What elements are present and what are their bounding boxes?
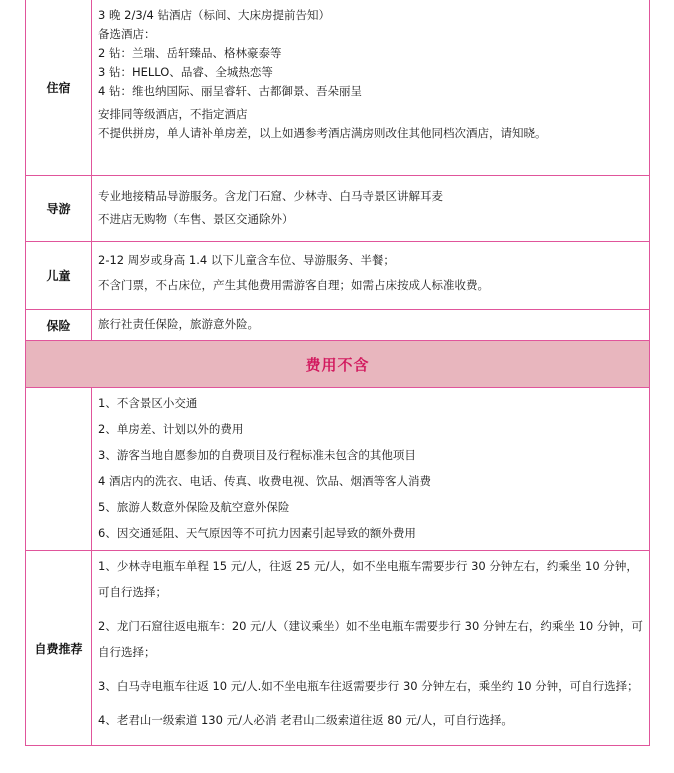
children-content [92, 242, 649, 309]
accommodation-line: 安排同等级酒店，不指定酒店 [98, 107, 248, 121]
guide-line: 不进店无购物（车售、景区交通除外） [98, 212, 294, 226]
accommodation-line: 3 晚 2/3/4 钻酒店（标间、大床房提前告知） [98, 8, 330, 22]
row-accommodation [26, 0, 649, 175]
excluded-item: 6、因交通延阻、天气原因等不可抗力因素引起导致的额外费用 [98, 526, 416, 540]
excluded-item: 3、游客当地自愿参加的自费项目及行程标准未包含的其他项目 [98, 448, 416, 462]
accommodation-line: 3 钻：HELLO、品睿、全城热恋等 [98, 65, 273, 79]
optional-label: 自费推荐 [26, 551, 92, 745]
excluded-item: 4 酒店内的洗衣、电话、传真、收费电视、饮品、烟酒等客人消费 [98, 474, 431, 488]
row-insurance [26, 309, 649, 340]
row-children [26, 241, 649, 309]
insurance-content [92, 310, 649, 340]
excluded-item: 1、不含景区小交通 [98, 396, 198, 410]
optional-item: 1、少林寺电瓶车单程 15 元/人，往返 25 元/人，如不坐电瓶车需要步行 30 分钟左右，约乘坐 10 分钟，可自行选择； [98, 559, 638, 599]
excluded-section-header: 费用不含 [26, 340, 649, 387]
excluded-item: 2、单房差、计划以外的费用 [98, 422, 244, 436]
children-line: 2-12 周岁或身高 1.4 以下儿童含车位、导游服务、半餐； [98, 253, 395, 267]
optional-item: 3、白马寺电瓶车往返 10 元/人.如不坐电瓶车往返需要步行 30 分钟左右，乘坐约 10 分钟，可自行选择； [98, 679, 639, 693]
accommodation-content [92, 0, 649, 175]
accommodation-label: 住宿 [26, 0, 92, 175]
insurance-line: 旅行社责任保险，旅游意外险。 [98, 317, 259, 331]
optional-item: 2、龙门石窟往返电瓶车：20 元/人（建议乘坐）如不坐电瓶车需要步行 30 分钟左右，约乘坐 10 分钟，可自行选择； [98, 619, 643, 659]
accommodation-line: 2 钻：兰瑞、岳轩臻品、格林豪泰等 [98, 46, 282, 60]
accommodation-line: 不提供拼房，单人请补单房差，以上如遇参考酒店满房则改住其他同档次酒店，请知晓。 [98, 126, 547, 140]
row-guide [26, 175, 649, 241]
fee-table [25, 0, 650, 746]
excluded-label-blank [26, 388, 92, 550]
excluded-item: 5、旅游人数意外保险及航空意外保险 [98, 500, 290, 514]
row-optional [26, 550, 649, 745]
optional-content [92, 551, 649, 745]
optional-item: 4、老君山一级索道 130 元/人必消 老君山二级索道往返 80 元/人，可自行选择。 [98, 713, 513, 727]
guide-label: 导游 [26, 176, 92, 241]
children-label: 儿童 [26, 242, 92, 309]
guide-content [92, 176, 649, 241]
accommodation-line: 备选酒店： [98, 27, 156, 41]
guide-line: 专业地接精品导游服务。含龙门石窟、少林寺、白马寺景区讲解耳麦 [98, 189, 443, 203]
insurance-label: 保险 [26, 310, 92, 340]
excluded-content [92, 388, 649, 550]
children-line: 不含门票，不占床位，产生其他费用需游客自理；如需占床按成人标准收费。 [98, 278, 489, 292]
row-excluded [26, 387, 649, 550]
accommodation-line: 4 钻：维也纳国际、丽呈睿轩、古都御景、吾朵丽呈 [98, 84, 362, 98]
